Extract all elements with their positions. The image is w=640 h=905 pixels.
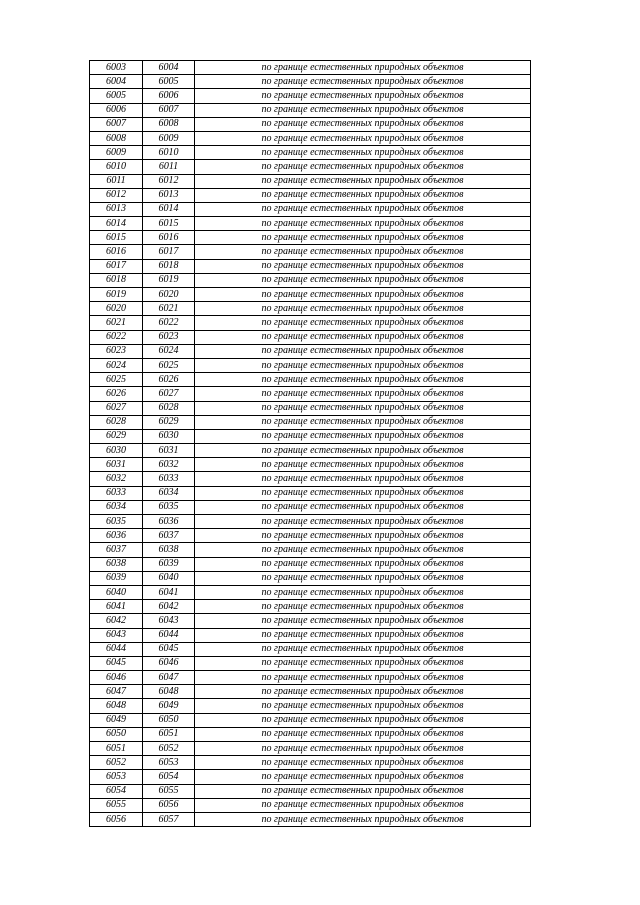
from-point-cell: 6008 xyxy=(90,131,143,145)
to-point-cell: 6039 xyxy=(143,557,195,571)
boundary-description-cell: по границе естественных природных объектов xyxy=(195,259,531,273)
from-point-cell: 6012 xyxy=(90,188,143,202)
to-point-cell: 6014 xyxy=(143,202,195,216)
boundary-description-cell: по границе естественных природных объектов xyxy=(195,288,531,302)
from-point-cell: 6048 xyxy=(90,699,143,713)
to-point-cell: 6045 xyxy=(143,642,195,656)
to-point-cell: 6005 xyxy=(143,75,195,89)
from-point-cell: 6023 xyxy=(90,344,143,358)
table-row xyxy=(90,784,531,798)
from-point-cell: 6021 xyxy=(90,316,143,330)
to-point-cell: 6017 xyxy=(143,245,195,259)
to-point-cell: 6056 xyxy=(143,798,195,812)
boundary-description-cell: по границе естественных природных объектов xyxy=(195,614,531,628)
boundary-description-cell: по границе естественных природных объектов xyxy=(195,131,531,145)
table-row xyxy=(90,288,531,302)
to-point-cell: 6052 xyxy=(143,742,195,756)
boundary-description-cell: по границе естественных природных объектов xyxy=(195,529,531,543)
boundary-description-cell: по границе естественных природных объектов xyxy=(195,160,531,174)
boundary-description-cell: по границе естественных природных объектов xyxy=(195,344,531,358)
table-row xyxy=(90,117,531,131)
table-row xyxy=(90,812,531,826)
boundary-description-cell: по границе естественных природных объектов xyxy=(195,330,531,344)
boundary-description-cell: по границе естественных природных объектов xyxy=(195,373,531,387)
boundary-description-cell: по границе естественных природных объектов xyxy=(195,231,531,245)
to-point-cell: 6016 xyxy=(143,231,195,245)
from-point-cell: 6014 xyxy=(90,217,143,231)
to-point-cell: 6007 xyxy=(143,103,195,117)
boundary-description-cell: по границе естественных природных объектов xyxy=(195,585,531,599)
boundary-description-cell: по границе естественных природных объектов xyxy=(195,557,531,571)
from-point-cell: 6038 xyxy=(90,557,143,571)
table-row xyxy=(90,344,531,358)
to-point-cell: 6020 xyxy=(143,288,195,302)
to-point-cell: 6042 xyxy=(143,600,195,614)
to-point-cell: 6027 xyxy=(143,387,195,401)
table-row xyxy=(90,89,531,103)
boundary-description-cell: по границе естественных природных объектов xyxy=(195,571,531,585)
from-point-cell: 6050 xyxy=(90,727,143,741)
boundary-description-cell: по границе естественных природных объектов xyxy=(195,273,531,287)
from-point-cell: 6015 xyxy=(90,231,143,245)
table-row xyxy=(90,699,531,713)
to-point-cell: 6034 xyxy=(143,486,195,500)
to-point-cell: 6010 xyxy=(143,146,195,160)
to-point-cell: 6048 xyxy=(143,685,195,699)
from-point-cell: 6025 xyxy=(90,373,143,387)
from-point-cell: 6046 xyxy=(90,671,143,685)
table-row xyxy=(90,671,531,685)
to-point-cell: 6040 xyxy=(143,571,195,585)
boundary-description-cell: по границе естественных природных объектов xyxy=(195,727,531,741)
table-row xyxy=(90,600,531,614)
table-row xyxy=(90,259,531,273)
boundary-description-cell: по границе естественных природных объектов xyxy=(195,500,531,514)
boundary-description-cell: по границе естественных природных объектов xyxy=(195,685,531,699)
table-row xyxy=(90,543,531,557)
from-point-cell: 6007 xyxy=(90,117,143,131)
from-point-cell: 6037 xyxy=(90,543,143,557)
table-row xyxy=(90,458,531,472)
to-point-cell: 6015 xyxy=(143,217,195,231)
from-point-cell: 6011 xyxy=(90,174,143,188)
to-point-cell: 6024 xyxy=(143,344,195,358)
table-row xyxy=(90,373,531,387)
to-point-cell: 6025 xyxy=(143,358,195,372)
table-row xyxy=(90,685,531,699)
from-point-cell: 6024 xyxy=(90,358,143,372)
table-row xyxy=(90,217,531,231)
boundary-description-cell: по границе естественных природных объектов xyxy=(195,444,531,458)
table-row xyxy=(90,557,531,571)
boundary-description-cell: по границе естественных природных объектов xyxy=(195,713,531,727)
from-point-cell: 6030 xyxy=(90,444,143,458)
table-row xyxy=(90,798,531,812)
boundary-description-cell: по границе естественных природных объектов xyxy=(195,543,531,557)
table-row xyxy=(90,245,531,259)
to-point-cell: 6029 xyxy=(143,415,195,429)
from-point-cell: 6033 xyxy=(90,486,143,500)
from-point-cell: 6003 xyxy=(90,61,143,75)
from-point-cell: 6020 xyxy=(90,302,143,316)
table-row xyxy=(90,131,531,145)
boundary-description-cell: по границе естественных природных объектов xyxy=(195,217,531,231)
from-point-cell: 6016 xyxy=(90,245,143,259)
to-point-cell: 6054 xyxy=(143,770,195,784)
boundary-description-cell: по границе естественных природных объектов xyxy=(195,600,531,614)
boundary-description-cell: по границе естественных природных объектов xyxy=(195,628,531,642)
to-point-cell: 6011 xyxy=(143,160,195,174)
boundary-description-cell: по границе естественных природных объектов xyxy=(195,358,531,372)
to-point-cell: 6043 xyxy=(143,614,195,628)
from-point-cell: 6022 xyxy=(90,330,143,344)
from-point-cell: 6043 xyxy=(90,628,143,642)
table-row xyxy=(90,146,531,160)
to-point-cell: 6046 xyxy=(143,656,195,670)
table-row xyxy=(90,770,531,784)
to-point-cell: 6021 xyxy=(143,302,195,316)
boundary-description-cell: по границе естественных природных объектов xyxy=(195,756,531,770)
from-point-cell: 6055 xyxy=(90,798,143,812)
from-point-cell: 6040 xyxy=(90,585,143,599)
table-row xyxy=(90,642,531,656)
from-point-cell: 6018 xyxy=(90,273,143,287)
table-row xyxy=(90,585,531,599)
from-point-cell: 6036 xyxy=(90,529,143,543)
boundary-description-cell: по границе естественных природных объектов xyxy=(195,429,531,443)
boundary-description-cell: по границе естественных природных объектов xyxy=(195,458,531,472)
table-row xyxy=(90,429,531,443)
boundary-description-cell: по границе естественных природных объектов xyxy=(195,245,531,259)
to-point-cell: 6006 xyxy=(143,89,195,103)
boundary-description-cell: по границе естественных природных объектов xyxy=(195,784,531,798)
boundary-description-cell: по границе естественных природных объектов xyxy=(195,812,531,826)
boundary-description-cell: по границе естественных природных объектов xyxy=(195,515,531,529)
table-row xyxy=(90,614,531,628)
boundary-description-cell: по границе естественных природных объектов xyxy=(195,75,531,89)
boundary-description-cell: по границе естественных природных объектов xyxy=(195,656,531,670)
table-row xyxy=(90,358,531,372)
to-point-cell: 6051 xyxy=(143,727,195,741)
boundary-description-cell: по границе естественных природных объектов xyxy=(195,699,531,713)
to-point-cell: 6035 xyxy=(143,500,195,514)
boundary-description-cell: по границе естественных природных объектов xyxy=(195,798,531,812)
boundary-description-cell: по границе естественных природных объектов xyxy=(195,642,531,656)
to-point-cell: 6057 xyxy=(143,812,195,826)
from-point-cell: 6034 xyxy=(90,500,143,514)
table-row xyxy=(90,486,531,500)
to-point-cell: 6050 xyxy=(143,713,195,727)
boundary-description-cell: по границе естественных природных объектов xyxy=(195,302,531,316)
from-point-cell: 6005 xyxy=(90,89,143,103)
boundary-description-cell: по границе естественных природных объектов xyxy=(195,387,531,401)
from-point-cell: 6010 xyxy=(90,160,143,174)
boundary-description-cell: по границе естественных природных объектов xyxy=(195,472,531,486)
boundary-description-cell: по границе естественных природных объектов xyxy=(195,742,531,756)
to-point-cell: 6013 xyxy=(143,188,195,202)
table-row xyxy=(90,742,531,756)
table-row xyxy=(90,75,531,89)
to-point-cell: 6030 xyxy=(143,429,195,443)
from-point-cell: 6009 xyxy=(90,146,143,160)
to-point-cell: 6044 xyxy=(143,628,195,642)
to-point-cell: 6038 xyxy=(143,543,195,557)
to-point-cell: 6049 xyxy=(143,699,195,713)
table-row xyxy=(90,174,531,188)
to-point-cell: 6053 xyxy=(143,756,195,770)
table-row xyxy=(90,444,531,458)
from-point-cell: 6052 xyxy=(90,756,143,770)
table-row xyxy=(90,628,531,642)
boundary-description-cell: по границе естественных природных объектов xyxy=(195,188,531,202)
table-row xyxy=(90,401,531,415)
from-point-cell: 6047 xyxy=(90,685,143,699)
from-point-cell: 6026 xyxy=(90,387,143,401)
table-row xyxy=(90,713,531,727)
table-row xyxy=(90,415,531,429)
to-point-cell: 6008 xyxy=(143,117,195,131)
boundary-description-cell: по границе естественных природных объектов xyxy=(195,415,531,429)
from-point-cell: 6056 xyxy=(90,812,143,826)
table-row xyxy=(90,330,531,344)
boundary-description-cell: по границе естественных природных объектов xyxy=(195,401,531,415)
from-point-cell: 6017 xyxy=(90,259,143,273)
from-point-cell: 6035 xyxy=(90,515,143,529)
from-point-cell: 6031 xyxy=(90,458,143,472)
to-point-cell: 6055 xyxy=(143,784,195,798)
to-point-cell: 6033 xyxy=(143,472,195,486)
from-point-cell: 6027 xyxy=(90,401,143,415)
to-point-cell: 6037 xyxy=(143,529,195,543)
boundary-description-cell: по границе естественных природных объектов xyxy=(195,316,531,330)
to-point-cell: 6023 xyxy=(143,330,195,344)
boundary-description-cell: по границе естественных природных объектов xyxy=(195,146,531,160)
table-row xyxy=(90,727,531,741)
boundary-description-cell: по границе естественных природных объектов xyxy=(195,61,531,75)
table-row xyxy=(90,302,531,316)
from-point-cell: 6039 xyxy=(90,571,143,585)
from-point-cell: 6045 xyxy=(90,656,143,670)
table-row xyxy=(90,316,531,330)
from-point-cell: 6049 xyxy=(90,713,143,727)
table-row xyxy=(90,387,531,401)
from-point-cell: 6053 xyxy=(90,770,143,784)
to-point-cell: 6032 xyxy=(143,458,195,472)
table-row xyxy=(90,160,531,174)
to-point-cell: 6012 xyxy=(143,174,195,188)
table-row xyxy=(90,202,531,216)
from-point-cell: 6042 xyxy=(90,614,143,628)
table-row xyxy=(90,756,531,770)
table-row xyxy=(90,472,531,486)
table-row xyxy=(90,656,531,670)
table-row xyxy=(90,515,531,529)
table-row xyxy=(90,61,531,75)
to-point-cell: 6031 xyxy=(143,444,195,458)
to-point-cell: 6047 xyxy=(143,671,195,685)
to-point-cell: 6041 xyxy=(143,585,195,599)
from-point-cell: 6019 xyxy=(90,288,143,302)
to-point-cell: 6009 xyxy=(143,131,195,145)
boundary-description-cell: по границе естественных природных объектов xyxy=(195,202,531,216)
to-point-cell: 6036 xyxy=(143,515,195,529)
from-point-cell: 6051 xyxy=(90,742,143,756)
to-point-cell: 6022 xyxy=(143,316,195,330)
from-point-cell: 6054 xyxy=(90,784,143,798)
boundary-description-cell: по границе естественных природных объектов xyxy=(195,174,531,188)
boundary-description-cell: по границе естественных природных объектов xyxy=(195,770,531,784)
from-point-cell: 6044 xyxy=(90,642,143,656)
to-point-cell: 6028 xyxy=(143,401,195,415)
table-row xyxy=(90,529,531,543)
from-point-cell: 6006 xyxy=(90,103,143,117)
from-point-cell: 6013 xyxy=(90,202,143,216)
from-point-cell: 6041 xyxy=(90,600,143,614)
to-point-cell: 6026 xyxy=(143,373,195,387)
boundary-description-cell: по границе естественных природных объектов xyxy=(195,89,531,103)
boundary-description-cell: по границе естественных природных объектов xyxy=(195,103,531,117)
from-point-cell: 6004 xyxy=(90,75,143,89)
to-point-cell: 6018 xyxy=(143,259,195,273)
boundary-description-cell: по границе естественных природных объектов xyxy=(195,117,531,131)
from-point-cell: 6032 xyxy=(90,472,143,486)
table-body xyxy=(90,61,531,827)
table-row xyxy=(90,571,531,585)
boundary-description-table xyxy=(89,60,531,827)
table-row xyxy=(90,500,531,514)
table-row xyxy=(90,273,531,287)
table-row xyxy=(90,188,531,202)
table-row xyxy=(90,103,531,117)
table-row xyxy=(90,231,531,245)
boundary-description-cell: по границе естественных природных объектов xyxy=(195,671,531,685)
to-point-cell: 6004 xyxy=(143,61,195,75)
from-point-cell: 6029 xyxy=(90,429,143,443)
to-point-cell: 6019 xyxy=(143,273,195,287)
from-point-cell: 6028 xyxy=(90,415,143,429)
boundary-description-cell: по границе естественных природных объектов xyxy=(195,486,531,500)
